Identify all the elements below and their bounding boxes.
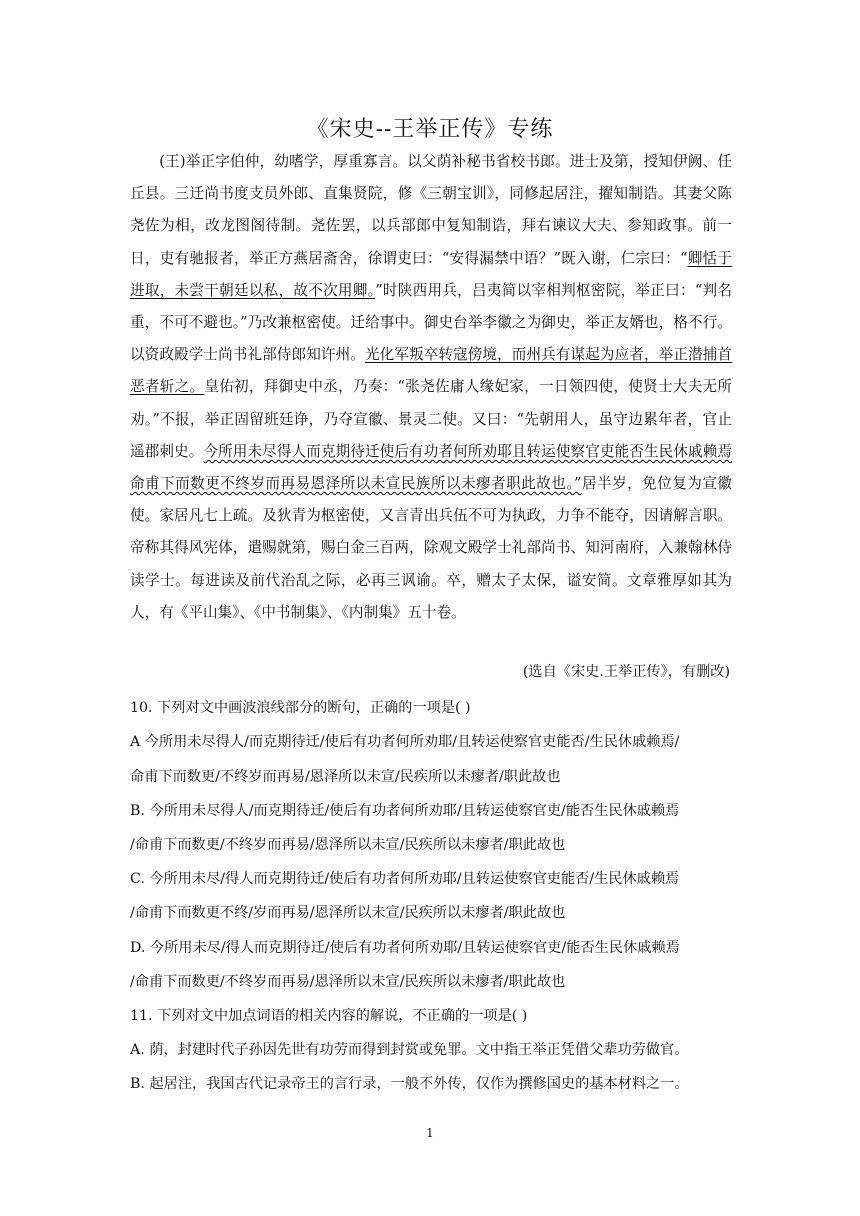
underlined-sentence-1: 卿恬于进取，未尝干朝廷以私，故不次用卿。: [130, 249, 732, 299]
passage-text-3: 皇佑初，拜御史中丞，乃奏：“张尧佐庸人缘妃家，一日领四使，使贤士大夫无所劝。”不报，举正固留班廷诤，乃夺宣徽、景灵二使。又曰：“先朝用人，虽守边累年者，官止遥郡刺史。: [130, 378, 732, 460]
question-10-option-b-line2: /命甫下而数更/不终岁而再易/恩泽所以未宣/民疾所以未瘳者/职此故也: [130, 837, 566, 853]
passage-text-4: 居半岁，免位复为宣徽使。家居凡七上疏。及狄青为枢密使，又言青出兵伍不可为执政，力争不能夺，因请解言职。帝称其得风宪体，遣赐就第，赐白金三百两，除观文殿学士礼部尚书、知河南府，入兼翰林侍读学士。每进读及前代治乱之际，必再三讽谕。卒，赠太子太保，谥安简。文章雅厚如其为人，有《平山集》、《中书制集》、《内制集》五十卷。: [130, 475, 732, 621]
question-10-option-b-line1: B. 今所用未尽得人/而克期待迁/使后有功者何所劝耶/且转运使察官吏/能否生民休戚赖焉: [130, 803, 680, 819]
question-10-option-c-line2: /命甫下而数更不终/岁而再易/恩泽所以未宣/民疾所以未瘳者/职此故也: [130, 905, 566, 921]
question-10-option-a-line2: 命甫下而数更/不终岁而再易/恩泽所以未宣/民疾所以未瘳者/职此故也: [130, 769, 561, 785]
question-10-option-d-line2: /命甫下而数更/不终岁而再易/恩泽所以未宣/民疾所以未瘳者/职此故也: [130, 974, 566, 990]
question-10-option-a-line1: A 今所用未尽得人/而克期待迁/使后有功者何所劝耶/且转运使察官吏能否/生民休戚赖焉/: [130, 734, 680, 750]
document-title: 《宋史--王举正传》专练: [306, 117, 554, 142]
passage-text-2: ”时陕西用兵，吕夷简以宰相判枢密院，举正曰：“判名重，不可不避也。”乃改兼枢密使。迁给事中。御史台举李徽之为御史，举正友婿也，格不行。以资政殿学士尚书礼部侍郎知许州。: [130, 281, 732, 364]
source-citation: (选自《宋史.王举正传》，有删改): [522, 664, 730, 680]
question-10-option-d-line1: D. 今所用未尽/得人而克期待迁/使后有功者何所劝耶/且转运使察官吏/能否生民休戚赖焉: [130, 940, 680, 956]
page-number: 1: [426, 1126, 434, 1140]
question-11-stem: 11. 下列对文中加点词语的相关内容的解说，不正确的一项是( ): [130, 1008, 528, 1024]
question-10-stem: 10. 下列对文中画波浪线部分的断句，正确的一项是( ): [130, 700, 471, 716]
question-11-option-b: B. 起居注，我国古代记录帝王的言行录，一般不外传，仅作为撰修国史的基本材料之一。: [130, 1076, 689, 1092]
passage-text-1: (王)举正字伯仲，幼嗜学，厚重寡言。以父荫补秘书省校书郎。进士及第，授知伊阙、任丘县。三迁尚书度支员外郎、直集贤院，修《三朝宝训》，同修起居注，擢知制诰。其妻父陈尧佐为相，改龙图阁待制。尧佐罢，以兵部郎中复知制诰，拜右谏议大夫、参知政事。前一日，吏有驰报者，举正方燕居斋舍，徐谓吏曰：“安得漏禁中语？”既入谢，仁宗曰：“: [130, 153, 732, 267]
wavy-underlined-sentence: 今所用未尽得人而克期待迁使后有功者何所劝耶且转运使察官吏能否生民休戚赖焉命甫下而数更不终岁而再易恩泽所以未宣民族所以未瘳者职此故也。”: [130, 442, 732, 493]
passage: [130, 146, 732, 629]
question-11-option-a: A. 荫，封建时代子孙因先世有功劳而得到封赏或免罪。文中指王举正凭借父辈功劳做官。: [130, 1042, 689, 1058]
underlined-sentence-2: 光化军叛卒转寇傍境，而州兵有谋起为应者，举正潜捕首恶者斩之。: [130, 346, 732, 396]
question-10-option-c-line1: C. 今所用未尽/得人而克期待迁/使后有功者何所劝耶/且转运使察官吏能否/生民休戚赖焉: [130, 871, 680, 887]
